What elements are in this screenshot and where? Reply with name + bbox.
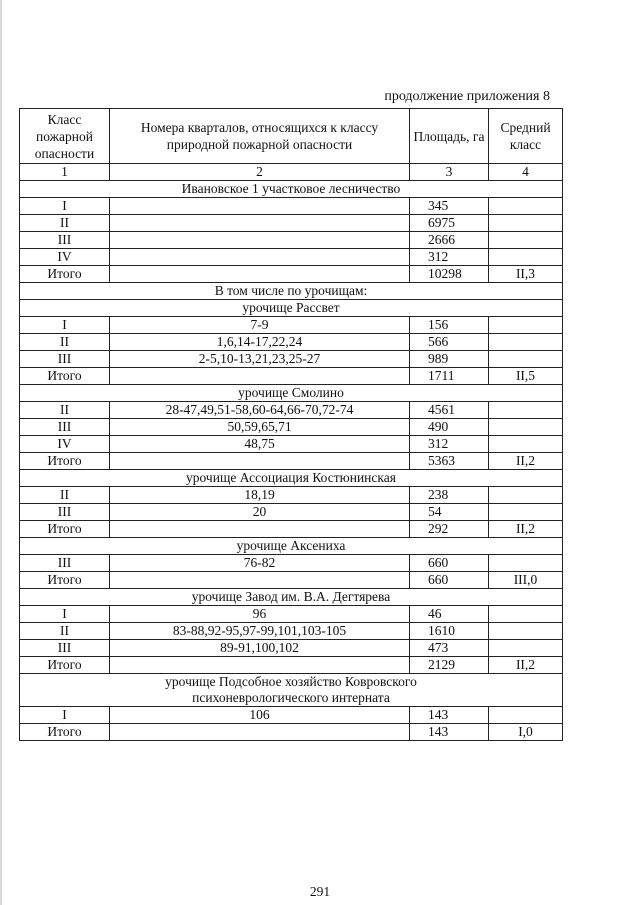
average-class-cell: II,2 xyxy=(489,521,563,538)
hazard-class-cell: I xyxy=(20,317,110,334)
area-cell: 54 xyxy=(410,504,489,521)
quarter-numbers-cell: 20 xyxy=(110,504,410,521)
area-cell: 6975 xyxy=(410,215,489,232)
total-row xyxy=(20,266,563,283)
section-row xyxy=(20,538,563,555)
section-title: урочище Аксениха xyxy=(20,538,563,555)
section-title: урочище Ассоциация Костюнинская xyxy=(20,470,563,487)
hazard-class-cell: Итого xyxy=(20,724,110,741)
hazard-class-cell: II xyxy=(20,623,110,640)
section-row xyxy=(20,181,563,198)
header-quarter-numbers: Номера кварталов, относящихся к классу природной пожарной опасности xyxy=(110,109,410,164)
table-row xyxy=(20,402,563,419)
table-row xyxy=(20,487,563,504)
total-row xyxy=(20,657,563,674)
average-class-cell xyxy=(489,555,563,572)
table-row xyxy=(20,504,563,521)
table-row xyxy=(20,623,563,640)
area-cell: 292 xyxy=(410,521,489,538)
hazard-class-cell: IV xyxy=(20,436,110,453)
hazard-class-cell: III xyxy=(20,504,110,521)
hazard-class-cell: I xyxy=(20,198,110,215)
area-cell: 566 xyxy=(410,334,489,351)
area-cell: 143 xyxy=(410,724,489,741)
section-title: урочище Смолино xyxy=(20,385,563,402)
area-cell: 312 xyxy=(410,436,489,453)
average-class-cell: II,2 xyxy=(489,453,563,470)
table-row xyxy=(20,640,563,657)
average-class-cell xyxy=(489,707,563,724)
area-cell: 312 xyxy=(410,249,489,266)
area-cell: 143 xyxy=(410,707,489,724)
average-class-cell xyxy=(489,606,563,623)
area-cell: 10298 xyxy=(410,266,489,283)
average-class-cell xyxy=(489,317,563,334)
hazard-class-cell: III xyxy=(20,232,110,249)
numbering-cell: 2 xyxy=(110,164,410,181)
area-cell: 156 xyxy=(410,317,489,334)
quarter-numbers-cell: 28-47,49,51-58,60-64,66-70,72-74 xyxy=(110,402,410,419)
area-cell: 238 xyxy=(410,487,489,504)
numbering-row xyxy=(20,164,563,181)
total-row xyxy=(20,368,563,385)
section-title: урочище Рассвет xyxy=(20,300,563,317)
scan-edge xyxy=(0,0,2,905)
quarter-numbers-cell: 96 xyxy=(110,606,410,623)
average-class-cell xyxy=(489,402,563,419)
section-row xyxy=(20,283,563,300)
quarter-numbers-cell: 48,75 xyxy=(110,436,410,453)
hazard-class-cell: III xyxy=(20,640,110,657)
average-class-cell xyxy=(489,215,563,232)
area-cell: 345 xyxy=(410,198,489,215)
total-row xyxy=(20,521,563,538)
section-title: урочище Подсобное хозяйство Ковровского психоневрологического интерната xyxy=(20,674,563,707)
average-class-cell xyxy=(489,623,563,640)
quarter-numbers-cell: 18,19 xyxy=(110,487,410,504)
average-class-cell xyxy=(489,436,563,453)
area-cell: 1711 xyxy=(410,368,489,385)
hazard-class-cell: Итого xyxy=(20,266,110,283)
hazard-class-cell: III xyxy=(20,419,110,436)
table-row xyxy=(20,249,563,266)
hazard-class-cell: II xyxy=(20,487,110,504)
area-cell: 2666 xyxy=(410,232,489,249)
average-class-cell: I,0 xyxy=(489,724,563,741)
quarter-numbers-cell xyxy=(110,198,410,215)
hazard-class-cell: III xyxy=(20,555,110,572)
area-cell: 4561 xyxy=(410,402,489,419)
average-class-cell xyxy=(489,351,563,368)
quarter-numbers-cell xyxy=(110,249,410,266)
hazard-class-cell: Итого xyxy=(20,657,110,674)
average-class-cell xyxy=(489,334,563,351)
table-row xyxy=(20,317,563,334)
average-class-cell xyxy=(489,504,563,521)
hazard-class-cell: III xyxy=(20,351,110,368)
average-class-cell: III,0 xyxy=(489,572,563,589)
hazard-class-cell: IV xyxy=(20,249,110,266)
quarter-numbers-cell xyxy=(110,572,410,589)
average-class-cell xyxy=(489,198,563,215)
hazard-class-cell: II xyxy=(20,402,110,419)
area-cell: 989 xyxy=(410,351,489,368)
hazard-class-cell: Итого xyxy=(20,521,110,538)
average-class-cell xyxy=(489,640,563,657)
fire-hazard-table xyxy=(19,108,563,741)
area-cell: 1610 xyxy=(410,623,489,640)
quarter-numbers-cell xyxy=(110,266,410,283)
total-row xyxy=(20,724,563,741)
average-class-cell xyxy=(489,232,563,249)
table-row xyxy=(20,419,563,436)
table-row xyxy=(20,232,563,249)
hazard-class-cell: I xyxy=(20,606,110,623)
header-row xyxy=(20,109,563,164)
hazard-class-cell: Итого xyxy=(20,572,110,589)
table-row xyxy=(20,198,563,215)
quarter-numbers-cell xyxy=(110,657,410,674)
quarter-numbers-cell: 89-91,100,102 xyxy=(110,640,410,657)
quarter-numbers-cell: 2-5,10-13,21,23,25-27 xyxy=(110,351,410,368)
quarter-numbers-cell xyxy=(110,368,410,385)
section-title: урочище Завод им. В.А. Дегтярева xyxy=(20,589,563,606)
quarter-numbers-cell: 7-9 xyxy=(110,317,410,334)
hazard-class-cell: II xyxy=(20,215,110,232)
table-row xyxy=(20,351,563,368)
header-area: Площадь, га xyxy=(410,109,489,164)
average-class-cell xyxy=(489,249,563,266)
area-cell: 473 xyxy=(410,640,489,657)
hazard-class-cell: I xyxy=(20,707,110,724)
quarter-numbers-cell: 106 xyxy=(110,707,410,724)
section-row xyxy=(20,589,563,606)
table-row xyxy=(20,555,563,572)
average-class-cell xyxy=(489,419,563,436)
appendix-caption: продолжение приложения 8 xyxy=(384,89,550,104)
section-row xyxy=(20,385,563,402)
section-title: В том числе по урочищам: xyxy=(20,283,563,300)
quarter-numbers-cell: 83-88,92-95,97-99,101,103-105 xyxy=(110,623,410,640)
section-title: Ивановское 1 участковое лесничество xyxy=(20,181,563,198)
area-cell: 490 xyxy=(410,419,489,436)
numbering-cell: 4 xyxy=(489,164,563,181)
table-row xyxy=(20,215,563,232)
total-row xyxy=(20,572,563,589)
average-class-cell: II,2 xyxy=(489,657,563,674)
area-cell: 660 xyxy=(410,572,489,589)
table-row xyxy=(20,334,563,351)
hazard-class-cell: Итого xyxy=(20,453,110,470)
header-hazard-class: Класс пожарной опасности xyxy=(20,109,110,164)
average-class-cell: II,5 xyxy=(489,368,563,385)
table-row xyxy=(20,436,563,453)
quarter-numbers-cell: 76-82 xyxy=(110,555,410,572)
quarter-numbers-cell xyxy=(110,232,410,249)
total-row xyxy=(20,453,563,470)
section-row xyxy=(20,300,563,317)
area-cell: 2129 xyxy=(410,657,489,674)
section-row xyxy=(20,470,563,487)
header-average-class: Средний класс xyxy=(489,109,563,164)
quarter-numbers-cell xyxy=(110,215,410,232)
page-number: 291 xyxy=(309,884,331,899)
average-class-cell xyxy=(489,487,563,504)
area-cell: 5363 xyxy=(410,453,489,470)
numbering-cell: 1 xyxy=(20,164,110,181)
hazard-class-cell: Итого xyxy=(20,368,110,385)
quarter-numbers-cell xyxy=(110,724,410,741)
quarter-numbers-cell: 1,6,14-17,22,24 xyxy=(110,334,410,351)
section-row xyxy=(20,674,563,707)
table-row xyxy=(20,707,563,724)
average-class-cell: II,3 xyxy=(489,266,563,283)
table-row xyxy=(20,606,563,623)
quarter-numbers-cell: 50,59,65,71 xyxy=(110,419,410,436)
hazard-class-cell: II xyxy=(20,334,110,351)
quarter-numbers-cell xyxy=(110,453,410,470)
area-cell: 46 xyxy=(410,606,489,623)
area-cell: 660 xyxy=(410,555,489,572)
numbering-cell: 3 xyxy=(410,164,489,181)
quarter-numbers-cell xyxy=(110,521,410,538)
